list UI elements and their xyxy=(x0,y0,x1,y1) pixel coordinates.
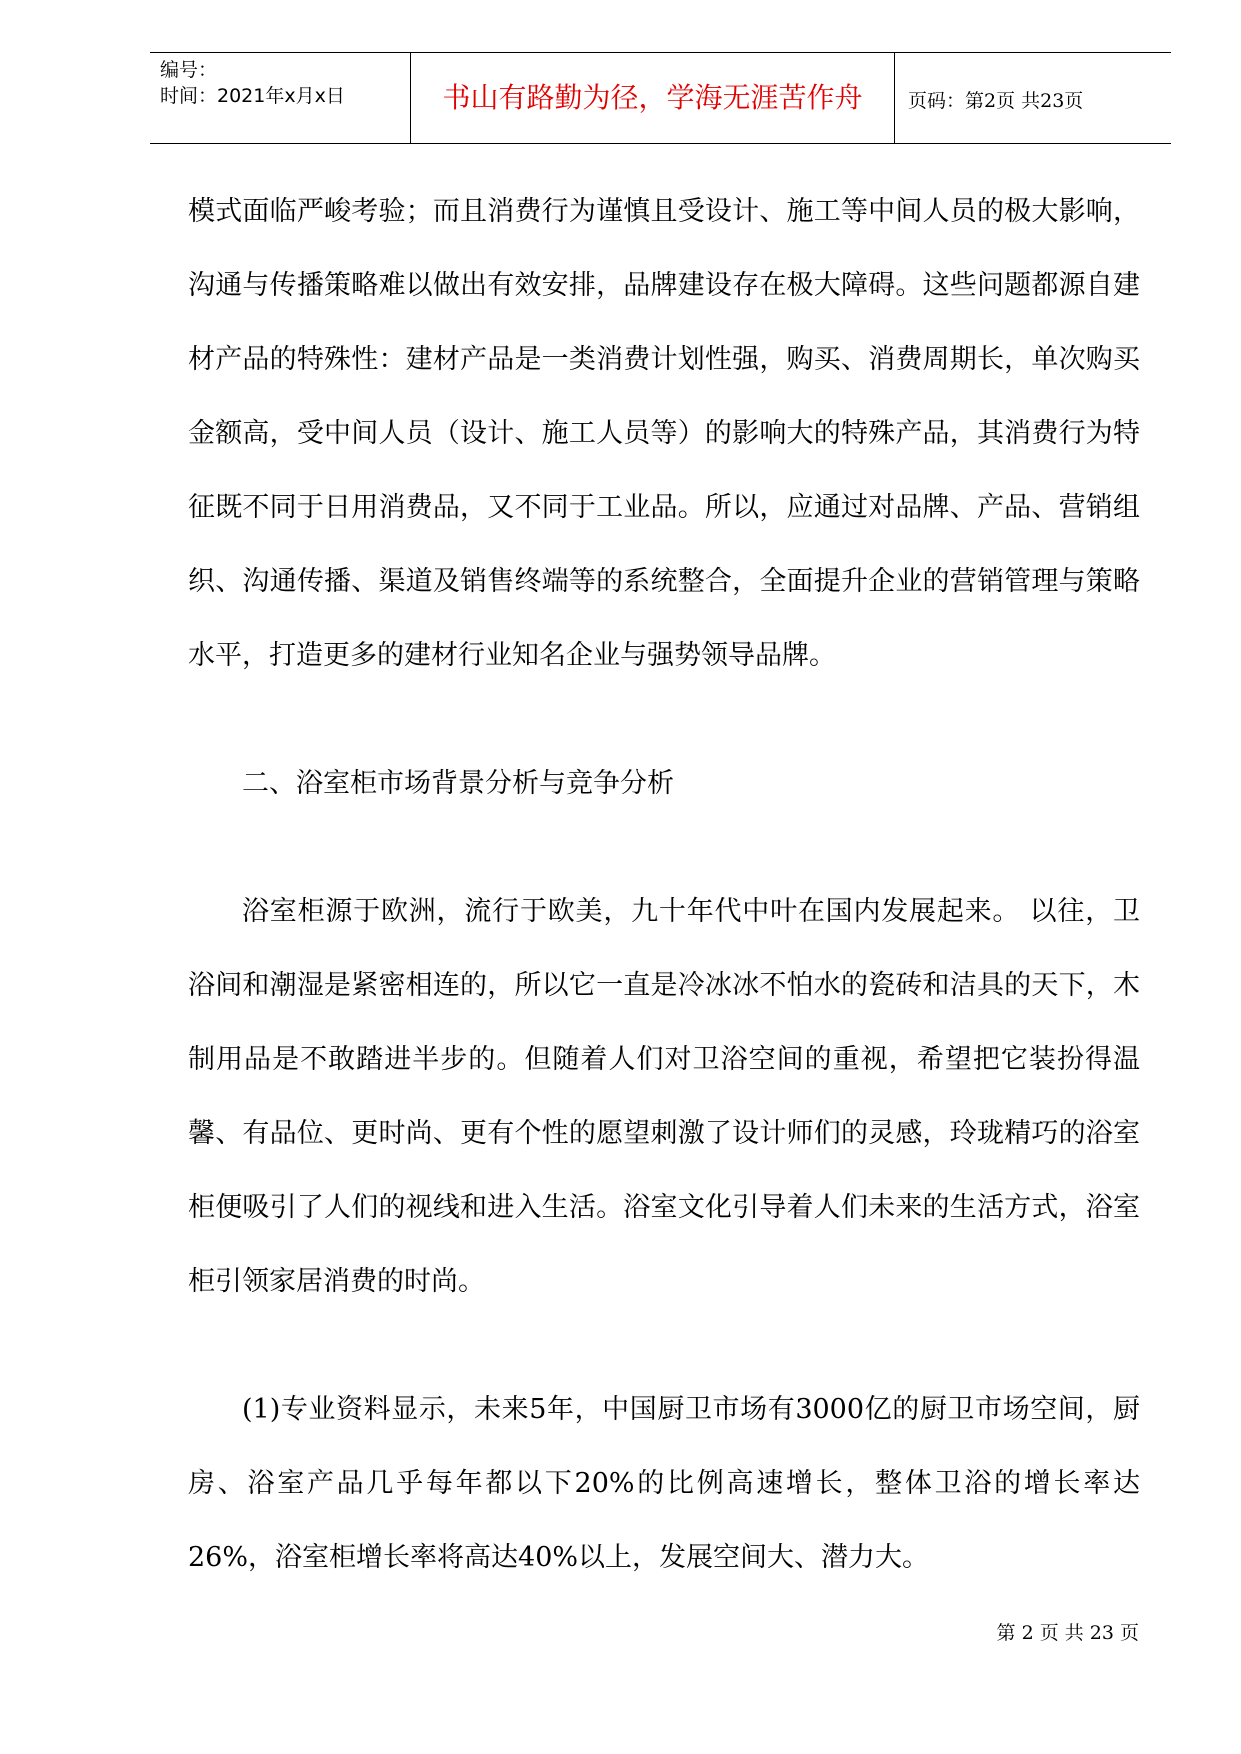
header-page-info: 页码：第2页 共23页 xyxy=(908,90,1084,112)
page-header xyxy=(150,52,1171,144)
header-divider-right xyxy=(894,53,895,144)
header-meta xyxy=(160,57,345,109)
paragraph-3: (1)专业资料显示，未来5年，中国厨卫市场有3000亿的厨卫市场空间，厨房、浴室产品几乎每年都以下20%的比例高速增长，整体卫浴的增长率达26%，浴室柜增长率将高达40%以上，发展空间大、潜力大。 xyxy=(188,1394,1140,1573)
header-motto: 书山有路勤为径，学海无涯苦作舟 xyxy=(442,81,863,114)
paragraph-gap xyxy=(188,821,1140,875)
code-label: 编号： xyxy=(160,59,218,81)
paragraph-1: 模式面临严峻考验；而且消费行为谨慎且受设计、施工等中间人员的极大影响，沟通与传播策略难以做出有效安排，品牌建设存在极大障碍。这些问题都源自建材产品的特殊性：建材产品是一类消费计划性强，购买、消费周期长，单次购买金额高，受中间人员（设计、施工人员等）的影响大的特殊产品，其消费行为特征既不同于日用消费品，又不同于工业品。所以，应通过对品牌、产品、营销组织、沟通传播、渠道及销售终端等的系统整合，全面提升企业的营销管理与策略水平，打造更多的建材行业知名企业与强势领导品牌。 xyxy=(188,196,1140,671)
page-footer: 第 2 页 共 23 页 xyxy=(996,1622,1139,1644)
section-heading: 二、浴室柜市场背景分析与竞争分析 xyxy=(242,768,674,799)
paragraph-gap xyxy=(188,1319,1140,1373)
document-body xyxy=(188,175,1140,1595)
paragraph-2: 浴室柜源于欧洲，流行于欧美，九十年代中叶在国内发展起来。 以往，卫浴间和潮湿是紧密相连的，所以它一直是冷冰冰不怕水的瓷砖和洁具的天下，木制用品是不敢踏进半步的。但随着人们对卫浴空间的重视，希望把它装扮得温馨、有品位、更时尚、更有个性的愿望刺激了设计师们的灵感，玲珑精巧的浴室柜便吸引了人们的视线和进入生活。浴室文化引导着人们未来的生活方式，浴室柜引领家居消费的时尚。 xyxy=(188,896,1140,1297)
paragraph-gap xyxy=(188,693,1140,747)
time-label: 时间：2021年x月x日 xyxy=(160,85,345,107)
